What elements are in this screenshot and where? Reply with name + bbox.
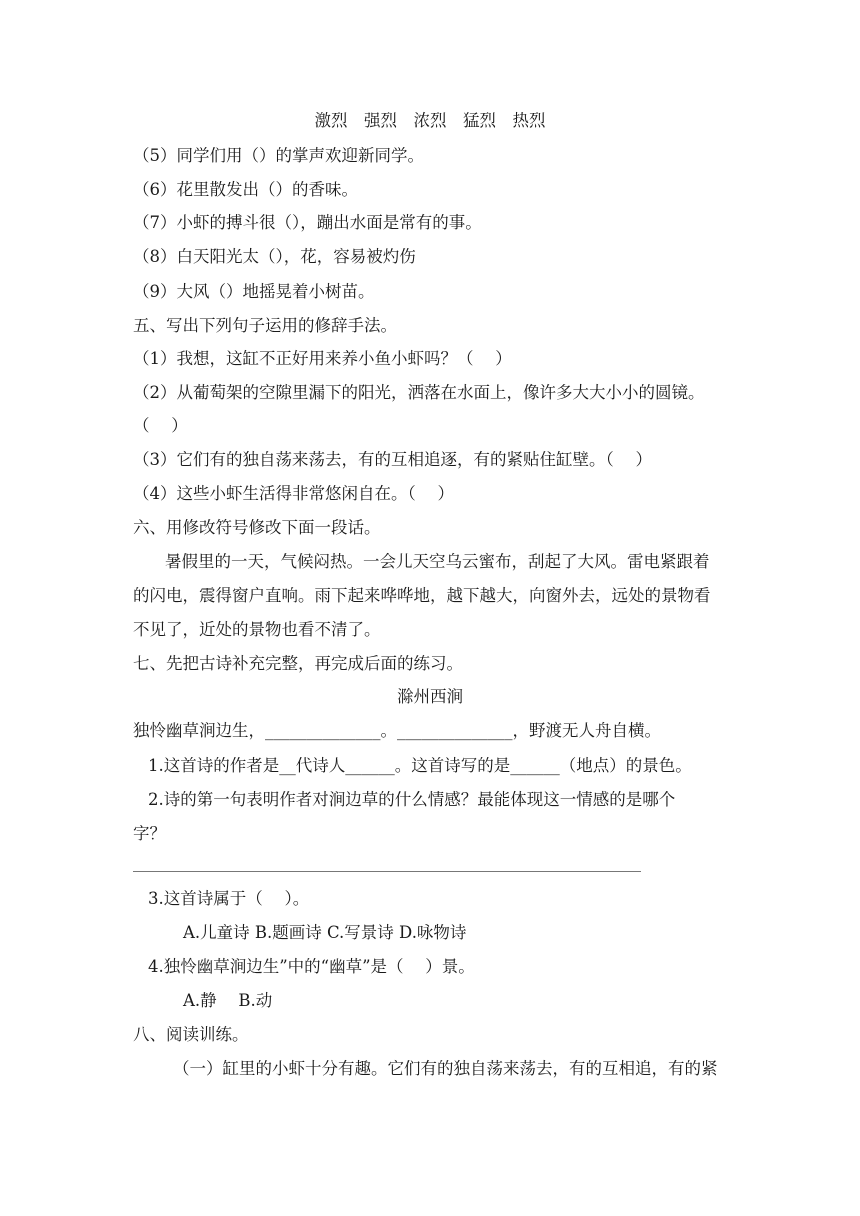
fill-item-7: （7）小虾的搏斗很（），蹦出水面是常有的事。 xyxy=(133,213,482,232)
word-bank: 激烈 强烈 浓烈 猛烈 热烈 xyxy=(314,111,546,130)
revise-paragraph-line-1: 暑假里的一天，气候闷热。一会儿天空乌云蜜布，刮起了大风。雷电紧跟着 xyxy=(165,552,710,571)
poem-question-2: 2.诗的第一句表明作者对涧边草的什么情感？最能体现这一情感的是哪个 xyxy=(148,790,676,809)
rhetoric-item-1: （1）我想，这缸不正好用来养小鱼小虾吗？（ ） xyxy=(133,349,512,368)
poem-title: 滁州西涧 xyxy=(397,687,463,706)
rhetoric-item-4: （4）这些小虾生活得非常悠闲自在。（ ） xyxy=(133,484,454,503)
reading-passage-start: （一）缸里的小虾十分有趣。它们有的独自荡来荡去，有的互相追，有的紧 xyxy=(173,1059,718,1078)
fill-item-5: （5）同学们用（）的掌声欢迎新同学。 xyxy=(133,146,424,165)
poem-question-2-cont: 字？ xyxy=(133,824,166,843)
poem-question-4: 4.独怜幽草涧边生”中的“幽草”是（ ）景。 xyxy=(148,957,475,976)
revise-paragraph-line-3: 不见了，近处的景物也看不清了。 xyxy=(133,620,381,639)
revise-paragraph-line-2: 的闪电，震得窗户直响。雨下起来哗哗地，越下越大，向窗外去，远处的景物看 xyxy=(133,586,711,605)
rhetoric-item-3: （3）它们有的独自荡来荡去，有的互相追逐，有的紧贴住缸壁。（ ） xyxy=(133,450,652,469)
fill-item-6: （6）花里散发出（）的香味。 xyxy=(133,180,358,199)
poem-question-3: 3.这首诗属于（ ）。 xyxy=(148,889,310,908)
rhetoric-item-2: （2）从葡萄架的空隙里漏下的阳光，洒落在水面上，像许多大大小小的圆镜。 xyxy=(133,383,705,402)
poem-line: 独怜幽草涧边生，______________。______________，野渡无人舟自横。 xyxy=(133,721,661,740)
answer-line xyxy=(133,871,641,872)
section6-title: 六、用修改符号修改下面一段话。 xyxy=(133,518,381,537)
poem-question-1: 1.这首诗的作者是__代诗人______。这首诗写的是______（地点）的景色。 xyxy=(148,756,692,775)
rhetoric-item-2-answer: （ ） xyxy=(133,416,188,435)
poem-question-3-options: A.儿童诗 B.题画诗 C.写景诗 D.咏物诗 xyxy=(183,923,467,942)
fill-item-8: （8）白天阳光太（），花，容易被灼伤 xyxy=(133,247,416,266)
section5-title: 五、写出下列句子运用的修辞手法。 xyxy=(133,316,397,335)
section8-title: 八、阅读训练。 xyxy=(133,1025,249,1044)
fill-item-9: （9）大风（）地摇晃着小树苗。 xyxy=(133,282,375,301)
poem-question-4-options: A.静 B.动 xyxy=(183,991,273,1010)
section7-title: 七、先把古诗补充完整，再完成后面的练习。 xyxy=(133,654,463,673)
